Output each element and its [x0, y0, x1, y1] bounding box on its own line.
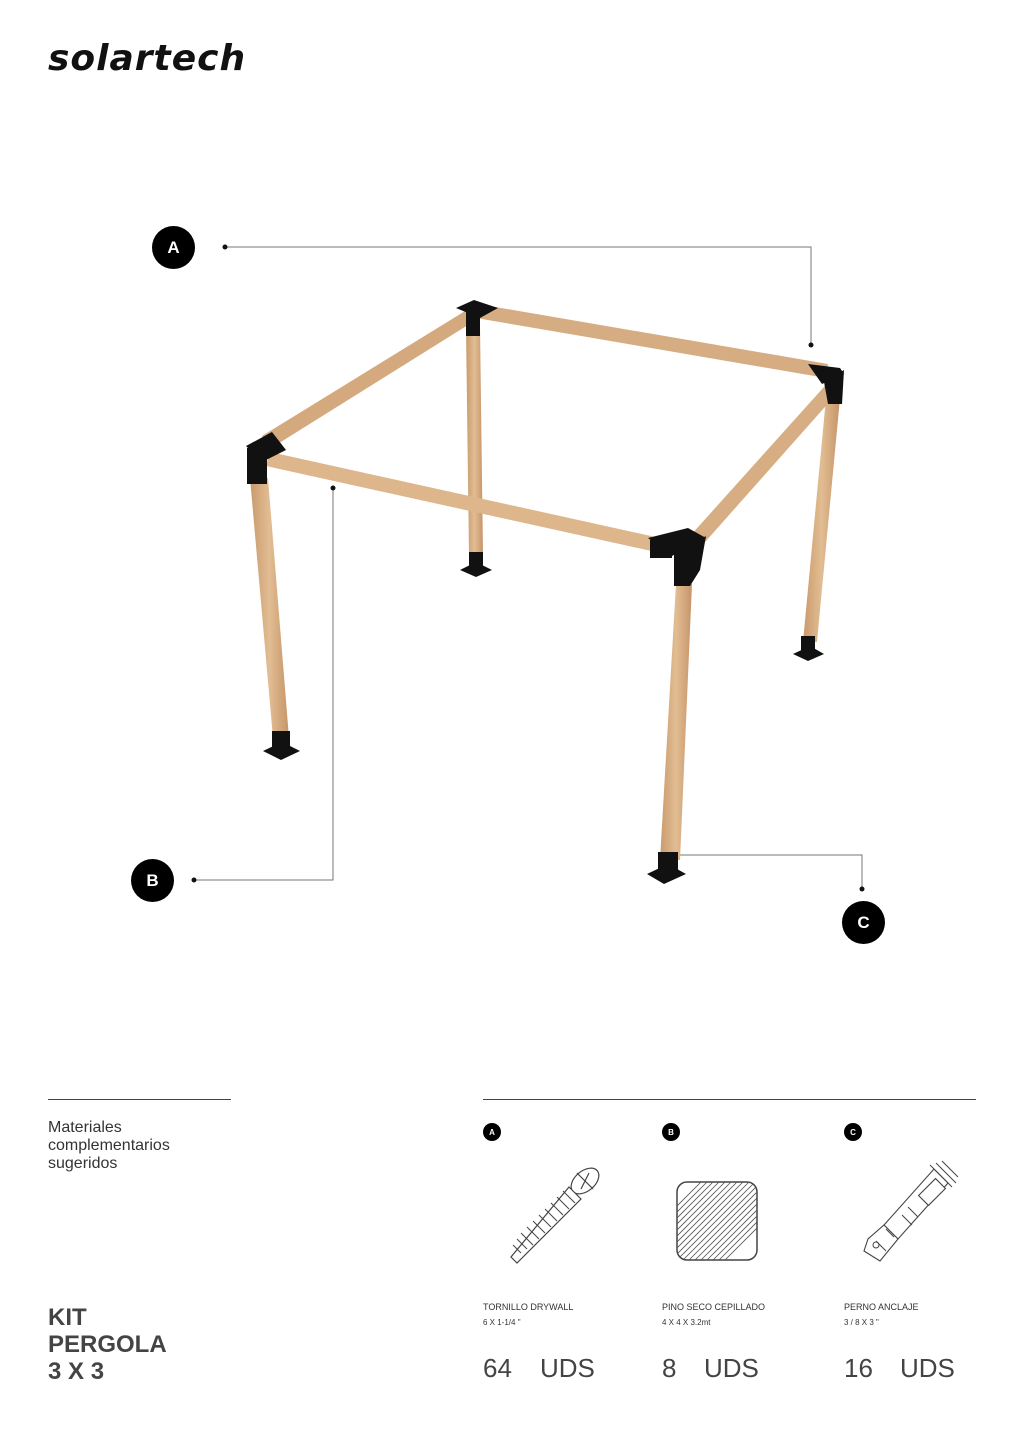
item-unit: UDS [540, 1353, 595, 1383]
item-quantity: 8 [662, 1353, 677, 1383]
item-name: TORNILLO DRYWALL [483, 1302, 574, 1312]
item-badge: C [844, 1123, 862, 1141]
item-badge: B [662, 1123, 680, 1141]
corner-bracket-front-right [648, 528, 706, 586]
item-spec: 4 X 4 X 3.2mt [662, 1318, 711, 1327]
item-anchor-bolt [844, 1123, 1014, 1383]
back-left-post [466, 326, 483, 556]
item-unit: UDS [900, 1353, 955, 1383]
callout-lines [194, 247, 862, 889]
item-pine-beam [662, 1123, 832, 1383]
item-quantity: 16 [844, 1353, 873, 1383]
front-right-post [660, 584, 692, 860]
item-spec: 6 X 1-1/4 " [483, 1318, 521, 1327]
base-plate-back-left [460, 552, 492, 577]
base-plate-front-right [647, 852, 686, 884]
brand-logo: solartech [48, 38, 247, 79]
item-spec: 3 / 8 X 3 " [844, 1318, 879, 1327]
callout-dots [192, 245, 865, 892]
item-name: PERNO ANCLAJE [844, 1302, 919, 1312]
item-quantity: 64 [483, 1353, 512, 1383]
back-right-post [803, 398, 840, 642]
back-beam [476, 304, 828, 378]
drywall-screw-icon [497, 1159, 607, 1269]
divider-right [483, 1099, 976, 1100]
kit-title: KIT PERGOLA 3 X 3 [48, 1304, 167, 1385]
item-drywall-screw [483, 1123, 653, 1383]
item-badge: A [483, 1123, 501, 1141]
callout-badge-b: B [131, 859, 174, 902]
pine-beam-section-icon [674, 1179, 760, 1263]
front-left-post [250, 478, 289, 738]
left-beam [262, 308, 476, 450]
base-plate-front-left [263, 731, 300, 760]
anchor-bolt-icon [858, 1159, 968, 1269]
base-plate-back-right [793, 636, 824, 661]
divider-left [48, 1099, 231, 1100]
item-name: PINO SECO CEPILLADO [662, 1302, 766, 1312]
item-unit: UDS [704, 1353, 759, 1383]
materials-subtitle: Materiales complementarios sugeridos [48, 1119, 170, 1172]
front-beam [266, 452, 660, 552]
callout-badge-c: C [842, 901, 885, 944]
callout-badge-a: A [152, 226, 195, 269]
